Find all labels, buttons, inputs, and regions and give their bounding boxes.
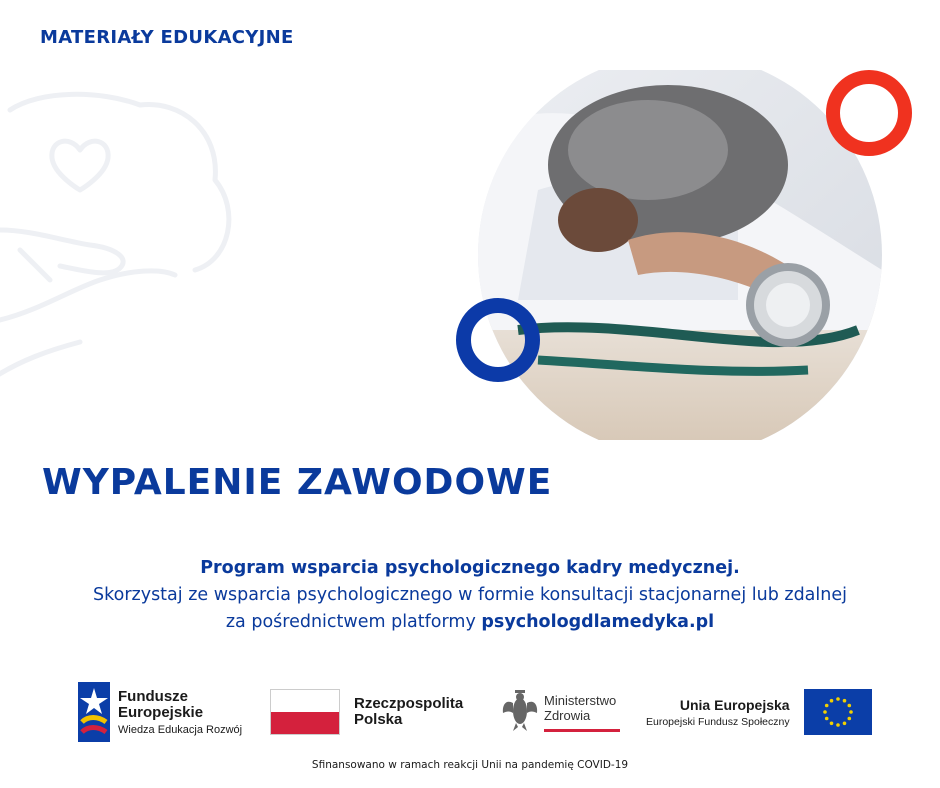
ministerstwo-zdrowia-logo bbox=[500, 680, 620, 744]
doctor-photo bbox=[478, 70, 882, 440]
funding-note: Sfinansowano w ramach reakcji Unii na pandemię COVID-19 bbox=[311, 759, 629, 771]
ue-line2: Europejski Fundusz Społeczny bbox=[646, 715, 790, 728]
mz-line1: Ministerstwo bbox=[544, 692, 617, 708]
rp-line1: Rzeczpospolita bbox=[354, 695, 464, 712]
header-label: MATERIAŁY EDUKACYJNE bbox=[40, 27, 294, 48]
blue-ring-decoration bbox=[456, 298, 540, 382]
funding-logos-row bbox=[0, 680, 940, 750]
rzeczpospolita-polska-logo bbox=[270, 680, 463, 744]
page-title: WYPALENIE ZAWODOWE bbox=[42, 462, 553, 503]
program-line: Program wsparcia psychologicznego kadry medycznej. bbox=[200, 558, 740, 578]
red-ring-decoration bbox=[826, 70, 912, 156]
platform-link[interactable]: psychologdlamedyka.pl bbox=[481, 612, 715, 632]
mz-red-bar bbox=[544, 729, 620, 732]
platform-prefix: za pośrednictwem platformy bbox=[225, 612, 482, 632]
eu-flag-icon bbox=[804, 689, 872, 735]
support-line: Skorzystaj ze wsparcia psychologicznego w formie konsultacji stacjonarnej lub zdalnej bbox=[93, 585, 847, 605]
mz-line2: Zdrowia bbox=[544, 707, 591, 723]
eagle-emblem-icon bbox=[500, 689, 540, 735]
hand-heart-outline-icon bbox=[0, 80, 250, 400]
poland-flag-icon bbox=[270, 689, 340, 735]
fe-line3: Wiedza Edukacja Rozwój bbox=[118, 723, 243, 736]
rp-line2: Polska bbox=[354, 711, 403, 728]
program-description bbox=[0, 555, 940, 636]
platform-line bbox=[0, 609, 940, 636]
unia-europejska-logo bbox=[646, 680, 872, 744]
fundusze-europejskie-logo bbox=[78, 680, 242, 744]
fe-line2: Europejskie bbox=[118, 703, 204, 721]
fe-star-icon bbox=[78, 682, 110, 742]
ue-line1: Unia Europejska bbox=[679, 696, 790, 713]
fe-line1: Fundusze bbox=[118, 687, 188, 705]
